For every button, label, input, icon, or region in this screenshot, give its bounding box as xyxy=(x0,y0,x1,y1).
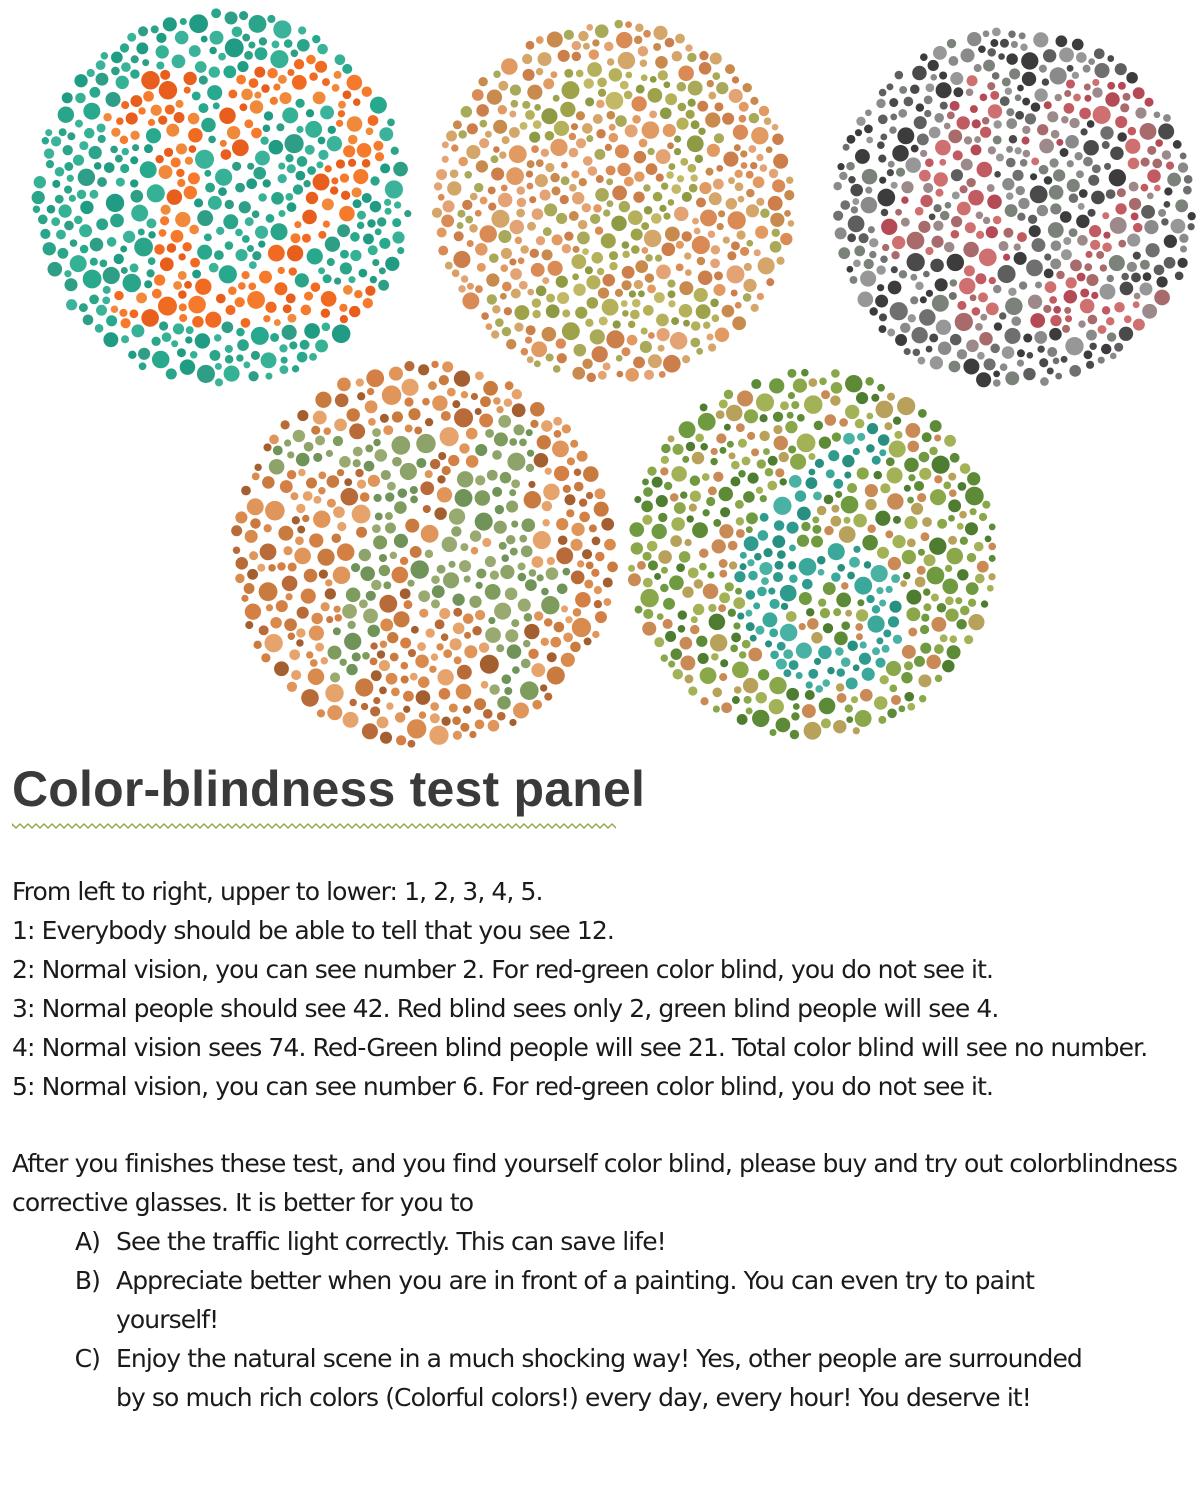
list-item xyxy=(12,1261,1192,1339)
list-marker: B ) xyxy=(12,1261,102,1339)
list-item-text: Appreciate better when you are in front of a painting. You can even try to paint yourself! xyxy=(116,1266,1034,1334)
plate-note-1: 1: Everybody should be able to tell that you see 12. xyxy=(12,916,614,945)
intro-line: From left to right, upper to lower: 1, 2, 3, 4, 5. xyxy=(12,877,543,906)
test-plate-3 xyxy=(830,20,1198,398)
advice-paragraph: After you finishes these test, and you find yourself color blind, please buy and try out colorblindness corrective glasses. It is better for you to xyxy=(12,1149,1177,1217)
list-marker: A ) xyxy=(12,1222,102,1261)
test-plate-1 xyxy=(30,6,414,390)
test-plate-4 xyxy=(228,358,620,750)
plate-note-2: 2: Normal vision, you can see number 2. For red-green color blind, you do not see it. xyxy=(12,955,994,984)
explanation-text xyxy=(12,872,1192,1417)
page-title: Color-blindness test panel xyxy=(12,761,646,817)
test-plate-2 xyxy=(430,8,798,396)
plate-note-5: 5: Normal vision, you can see number 6. For red-green color blind, you do not see it. xyxy=(12,1072,994,1101)
list-item xyxy=(12,1222,1192,1261)
plate-note-4: 4: Normal vision sees 74. Red-Green blind people will see 21. Total color blind will see no number. xyxy=(12,1033,1148,1062)
list-item-text: Enjoy the natural scene in a much shocking way! Yes, other people are surrounded by so much rich colors (Colorful colors!) every day, every hour! You deserve it! xyxy=(116,1344,1082,1412)
list-marker: C ) xyxy=(12,1339,102,1417)
list-item xyxy=(12,1339,1192,1417)
spellcheck-underline xyxy=(12,822,616,836)
test-plate-5 xyxy=(624,362,1000,746)
plate-note-3: 3: Normal people should see 42. Red blind sees only 2, green blind people will see 4. xyxy=(12,994,999,1023)
benefits-list xyxy=(12,1222,1192,1417)
list-item-text: See the traffic light correctly. This can save life! xyxy=(116,1227,666,1256)
